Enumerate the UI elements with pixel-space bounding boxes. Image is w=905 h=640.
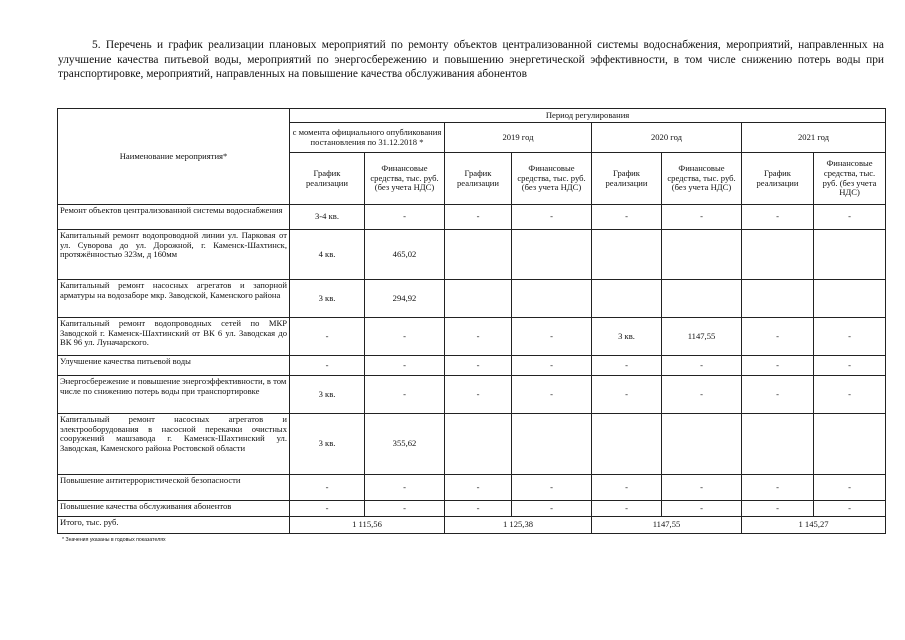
- cell: -: [365, 501, 445, 517]
- schedule-header: График реализации: [592, 153, 662, 205]
- cell: 3 кв.: [290, 280, 365, 318]
- cell: [742, 414, 814, 475]
- cell: -: [814, 475, 886, 501]
- cell: 465,02: [365, 230, 445, 280]
- schedule-header: График реализации: [445, 153, 512, 205]
- cell: [592, 280, 662, 318]
- schedule-header: График реализации: [742, 153, 814, 205]
- cell: -: [592, 376, 662, 414]
- row-name: Капитальный ремонт водопроводных сетей по МКР Заводской г. Каменск-Шахтинский от ВК 6 ул. Заводская до ВК 96 ул. Луначарского.: [58, 318, 290, 356]
- cell: -: [445, 356, 512, 376]
- cell: -: [742, 475, 814, 501]
- cell: 1147,55: [662, 318, 742, 356]
- cell: -: [592, 501, 662, 517]
- cell: -: [512, 318, 592, 356]
- footnote: * Значения указаны в годовых показателях: [62, 537, 166, 543]
- cell: -: [445, 475, 512, 501]
- cell: 294,92: [365, 280, 445, 318]
- table-row: [58, 376, 886, 414]
- cell: -: [290, 501, 365, 517]
- cell: -: [365, 475, 445, 501]
- cell: 3 кв.: [290, 414, 365, 475]
- cell: -: [742, 356, 814, 376]
- cell: -: [662, 475, 742, 501]
- cell: -: [290, 356, 365, 376]
- row-name: Улучшение качества питьевой воды: [58, 356, 290, 376]
- period-2021: 2021 год: [742, 123, 886, 153]
- cell: -: [662, 501, 742, 517]
- cell: -: [512, 501, 592, 517]
- cell: [662, 230, 742, 280]
- cell: 355,62: [365, 414, 445, 475]
- section-heading: 5. Перечень и график реализации плановых мероприятий по ремонту объектов централизованной системы водоснабжения, мероприятий, направленных на улучшение качества питьевой воды, мероприятий по энергосбережению и повышению энергетической эффективности, в том числе снижению потерь воды при транспортировке, мероприятий, направленных на повышение качества обслуживания абонентов: [58, 39, 884, 80]
- row-name: Ремонт объектов централизованной системы водоснабжения: [58, 205, 290, 230]
- table-row: [58, 501, 886, 517]
- row-name: Капитальный ремонт водопроводной линии ул. Парковая от ул. Суворова до ул. Дорожной, г. Каменск-Шахтинск, протяжённостью 323м, д 160мм: [58, 230, 290, 280]
- total-2019: 1 125,38: [445, 517, 592, 534]
- cell: -: [445, 205, 512, 230]
- row-name: Капитальный ремонт насосных агрегатов и электрооборудования в насосной перекачки очистных сооружений машзавода г. Каменск-Шахтинский ул. Заводская, Каменского района Ростовской области: [58, 414, 290, 475]
- cell: [742, 280, 814, 318]
- finance-header: Финансовые средства, тыс. руб. (без учета НДС): [662, 153, 742, 205]
- cell: -: [365, 318, 445, 356]
- cell: -: [742, 318, 814, 356]
- plan-table: [57, 108, 886, 534]
- table-row: [58, 475, 886, 501]
- table-row: [58, 205, 886, 230]
- period-2018: с момента официального опубликования постановления по 31.12.2018 *: [290, 123, 445, 153]
- finance-header: Финансовые средства, тыс. руб. (без учета НДС): [365, 153, 445, 205]
- cell: -: [592, 356, 662, 376]
- cell: [592, 414, 662, 475]
- cell: [814, 280, 886, 318]
- cell: [512, 230, 592, 280]
- cell: [662, 414, 742, 475]
- total-row: [58, 517, 886, 534]
- cell: -: [290, 475, 365, 501]
- row-name: Капитальный ремонт насосных агрегатов и запорной арматуры на водозаборе мкр. Заводской, Каменского района: [58, 280, 290, 318]
- table-row: [58, 280, 886, 318]
- table-row: [58, 414, 886, 475]
- cell: [445, 280, 512, 318]
- row-name: Повышение антитеррористической безопасности: [58, 475, 290, 501]
- cell: [512, 280, 592, 318]
- cell: 3 кв.: [592, 318, 662, 356]
- cell: -: [814, 205, 886, 230]
- cell: -: [662, 376, 742, 414]
- table-row: [58, 230, 886, 280]
- cell: [512, 414, 592, 475]
- cell: -: [742, 205, 814, 230]
- cell: -: [365, 205, 445, 230]
- cell: -: [814, 356, 886, 376]
- cell: -: [814, 376, 886, 414]
- cell: [662, 280, 742, 318]
- cell: -: [512, 205, 592, 230]
- row-name: Энергосбережение и повышение энергоэффективности, в том числе по снижению потерь воды при транспортировке: [58, 376, 290, 414]
- cell: -: [512, 475, 592, 501]
- total-2021: 1 145,27: [742, 517, 886, 534]
- table-row: [58, 356, 886, 376]
- table-row: [58, 318, 886, 356]
- cell: -: [814, 318, 886, 356]
- cell: -: [742, 501, 814, 517]
- cell: -: [512, 376, 592, 414]
- finance-header: Финансовые средства, тыс. руб. (без учета НДС): [814, 153, 886, 205]
- cell: -: [445, 318, 512, 356]
- cell: 4 кв.: [290, 230, 365, 280]
- cell: -: [512, 356, 592, 376]
- schedule-header: График реализации: [290, 153, 365, 205]
- cell: -: [365, 376, 445, 414]
- cell: [592, 230, 662, 280]
- cell: [814, 230, 886, 280]
- cell: -: [445, 501, 512, 517]
- cell: -: [662, 205, 742, 230]
- period-header: Период регулирования: [290, 109, 886, 123]
- cell: -: [662, 356, 742, 376]
- cell: -: [290, 318, 365, 356]
- cell: [445, 414, 512, 475]
- cell: -: [365, 356, 445, 376]
- header-row-1: [58, 109, 886, 123]
- total-2018: 1 115,56: [290, 517, 445, 534]
- total-label: Итого, тыс. руб.: [58, 517, 290, 534]
- period-2019: 2019 год: [445, 123, 592, 153]
- cell: -: [445, 376, 512, 414]
- cell: 3-4 кв.: [290, 205, 365, 230]
- period-2020: 2020 год: [592, 123, 742, 153]
- cell: [445, 230, 512, 280]
- col-name-header: Наименование мероприятия*: [58, 109, 290, 205]
- cell: [742, 230, 814, 280]
- row-name: Повышение качества обслуживания абонентов: [58, 501, 290, 517]
- cell: -: [592, 475, 662, 501]
- finance-header: Финансовые средства, тыс. руб. (без учета НДС): [512, 153, 592, 205]
- cell: [814, 414, 886, 475]
- cell: -: [814, 501, 886, 517]
- cell: 3 кв.: [290, 376, 365, 414]
- cell: -: [592, 205, 662, 230]
- total-2020: 1147,55: [592, 517, 742, 534]
- cell: -: [742, 376, 814, 414]
